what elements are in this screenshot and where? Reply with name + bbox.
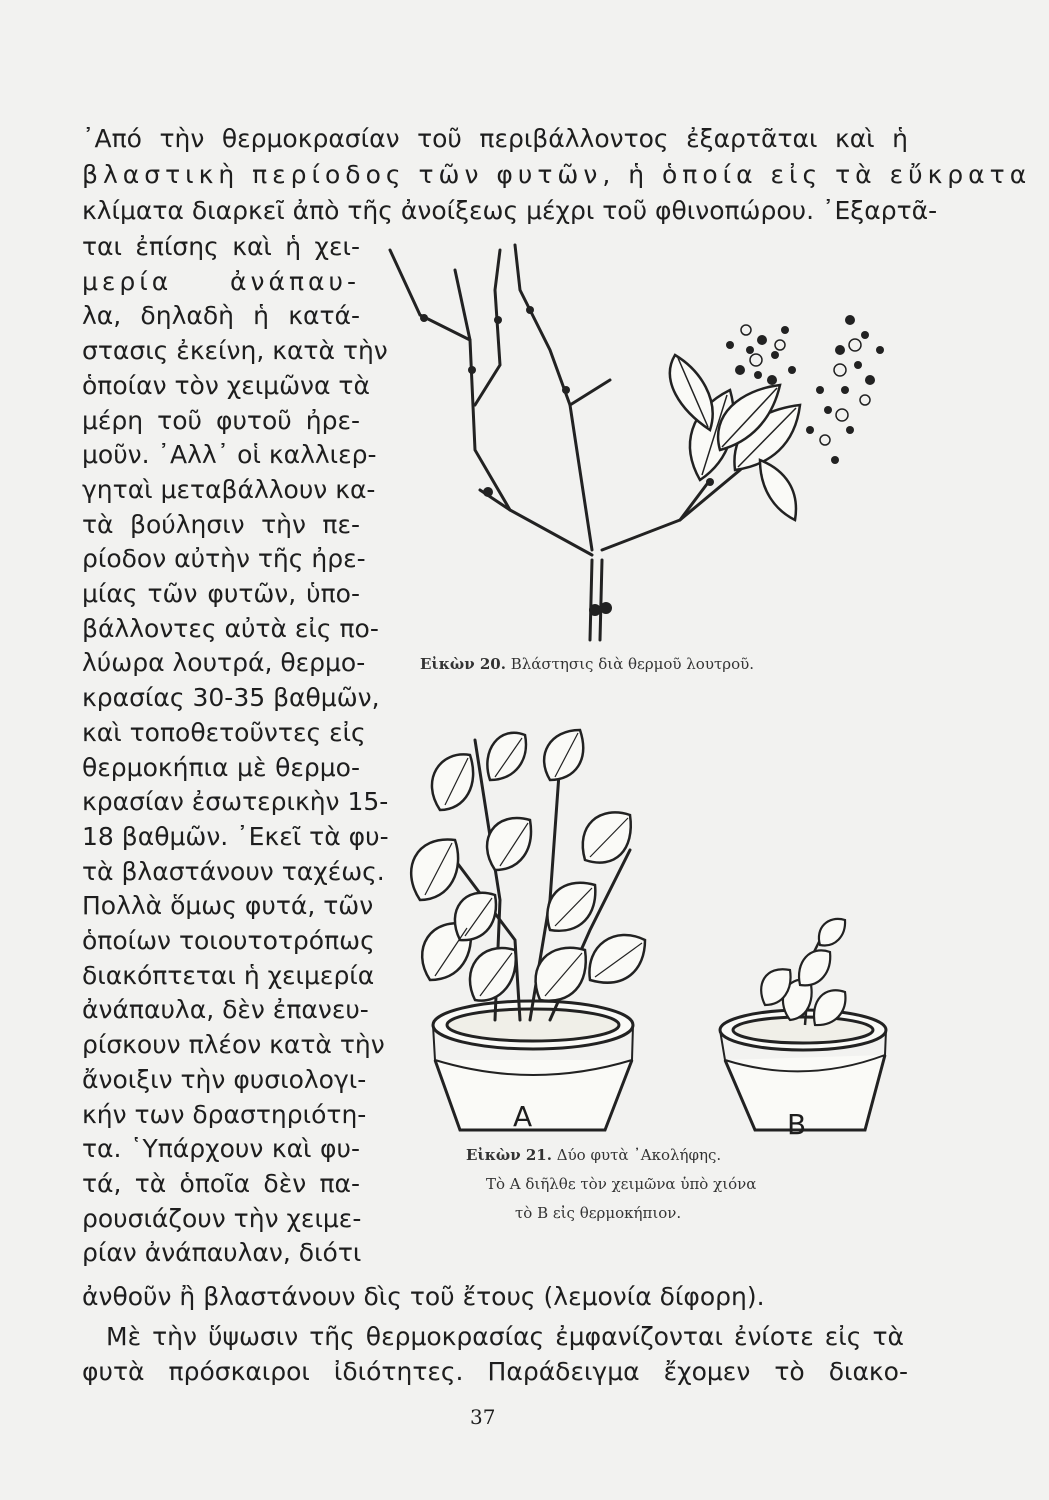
- column-line: μίας τῶν φυτῶν, ὑπο-: [82, 579, 360, 608]
- column-line: Πολλὰ ὅμως φυτά, τῶν: [82, 891, 374, 921]
- paragraph-line-2: βλαστικὴ περίοδος τῶν φυτῶν, ἡ ὁποία εἰς τὰ εὔκρατα: [82, 160, 1032, 189]
- column-line: ὁποίαν τὸν χειμῶνα τὰ: [82, 370, 370, 400]
- figure-21-caption-line-2: Τὸ Α διῆλθε τὸν χειμῶνα ὑπὸ χιόνα: [486, 1175, 757, 1193]
- column-line: ὁποίων τοιουτοτρόπως: [82, 926, 375, 955]
- column-line: ρίσκουν πλέον κατὰ τὴν: [82, 1030, 385, 1060]
- column-line: θερμοκήπια μὲ θερμο-: [82, 752, 360, 782]
- paragraph-line-bottom-3: φυτὰ πρόσκαιροι ἰδιότητες. Παράδειγμα ἔχομεν τὸ διακο-: [82, 1357, 908, 1386]
- column-line: ἀνάπαυλα, δὲν ἐπανευ-: [82, 995, 369, 1025]
- figure-20-illustration: [380, 230, 900, 650]
- figure-21-caption-line-3: τὸ Β εἰς θερμοκήπιον.: [515, 1204, 682, 1222]
- figure-20-text: Βλάστησις διὰ θερμοῦ λουτροῦ.: [510, 655, 754, 673]
- column-line: ται ἐπίσης καὶ ἡ χει-: [82, 232, 360, 261]
- column-line: στασις ἐκείνη, κατὰ τὴν: [82, 336, 388, 366]
- column-line: καὶ τοποθετοῦντες εἰς: [82, 717, 366, 747]
- figure-21-caption-line-1: [466, 1146, 721, 1164]
- figure-21-label: Εἰκὼν 21.: [466, 1146, 552, 1164]
- column-line: μέρη τοῦ φυτοῦ ἠρε-: [82, 405, 360, 435]
- column-line: βάλλοντες αὐτὰ εἰς πο-: [82, 613, 379, 643]
- column-line: τα. ῾Υπάρχουν καὶ φυ-: [82, 1134, 360, 1164]
- column-line: κρασίαν ἐσωτερικὴν 15-: [82, 787, 389, 817]
- paragraph-line-3: κλίματα διαρκεῖ ἀπὸ τῆς ἀνοίξεως μέχρι τοῦ φθινοπώρου. ᾿Εξαρτᾶ-: [82, 196, 938, 225]
- column-line: 18 βαθμῶν. ᾿Εκεῖ τὰ φυ-: [82, 821, 389, 851]
- column-line: τά, τὰ ὁποῖα δὲν πα-: [82, 1168, 360, 1198]
- column-line: ρουσιάζουν τὴν χειμε-: [82, 1203, 362, 1233]
- page-number: 37: [470, 1405, 496, 1429]
- column-line: τὰ βούλησιν τὴν πε-: [82, 509, 360, 539]
- column-line: ρίοδον αὐτὴν τῆς ἠρε-: [82, 544, 366, 574]
- column-line: κρασίας 30-35 βαθμῶν,: [82, 683, 380, 713]
- paragraph-line-bottom-2: Μὲ τὴν ὕψωσιν τῆς θερμοκρασίας ἐμφανίζονται ἐνίοτε εἰς τὰ: [106, 1322, 904, 1351]
- figure-21-text: Δύο φυτὰ ᾿Ακολήφης.: [556, 1146, 722, 1164]
- column-line: λα, δηλαδὴ ἡ κατά-: [82, 301, 360, 331]
- figure-20-label: Εἰκὼν 20.: [420, 655, 506, 673]
- column-line: ἄνοιξιν τὴν φυσιολογι-: [82, 1064, 367, 1094]
- paragraph-line-1: ᾿Από τὴν θερμοκρασίαν τοῦ περιβάλλοντος ἐξαρτᾶται καὶ ἡ: [82, 124, 908, 153]
- figure-21-illustration: [400, 700, 900, 1140]
- column-line: κήν των δραστηριότη-: [82, 1099, 367, 1129]
- paragraph-line-bottom-1: ἀνθοῦν ἢ βλαστάνουν δὶς τοῦ ἔτους (λεμονία δίφορη).: [82, 1282, 765, 1311]
- column-line: λύωρα λουτρά, θερμο-: [82, 648, 366, 678]
- column-line: μερία ἀνάπαυ-: [82, 266, 360, 296]
- column-line: γηταὶ μεταβάλλουν κα-: [82, 474, 376, 504]
- plant-a-label: A: [513, 1100, 533, 1133]
- figure-20-caption: [420, 655, 754, 673]
- column-line: τὰ βλαστάνουν ταχέως.: [82, 856, 385, 886]
- column-line: ρίαν ἀνάπαυλαν, διότι: [82, 1238, 362, 1268]
- plant-b-label: B: [787, 1108, 807, 1141]
- column-line: διακόπτεται ἡ χειμερία: [82, 960, 375, 990]
- column-line: μοῦν. ᾿Αλλ᾿ οἱ καλλιερ-: [82, 440, 377, 470]
